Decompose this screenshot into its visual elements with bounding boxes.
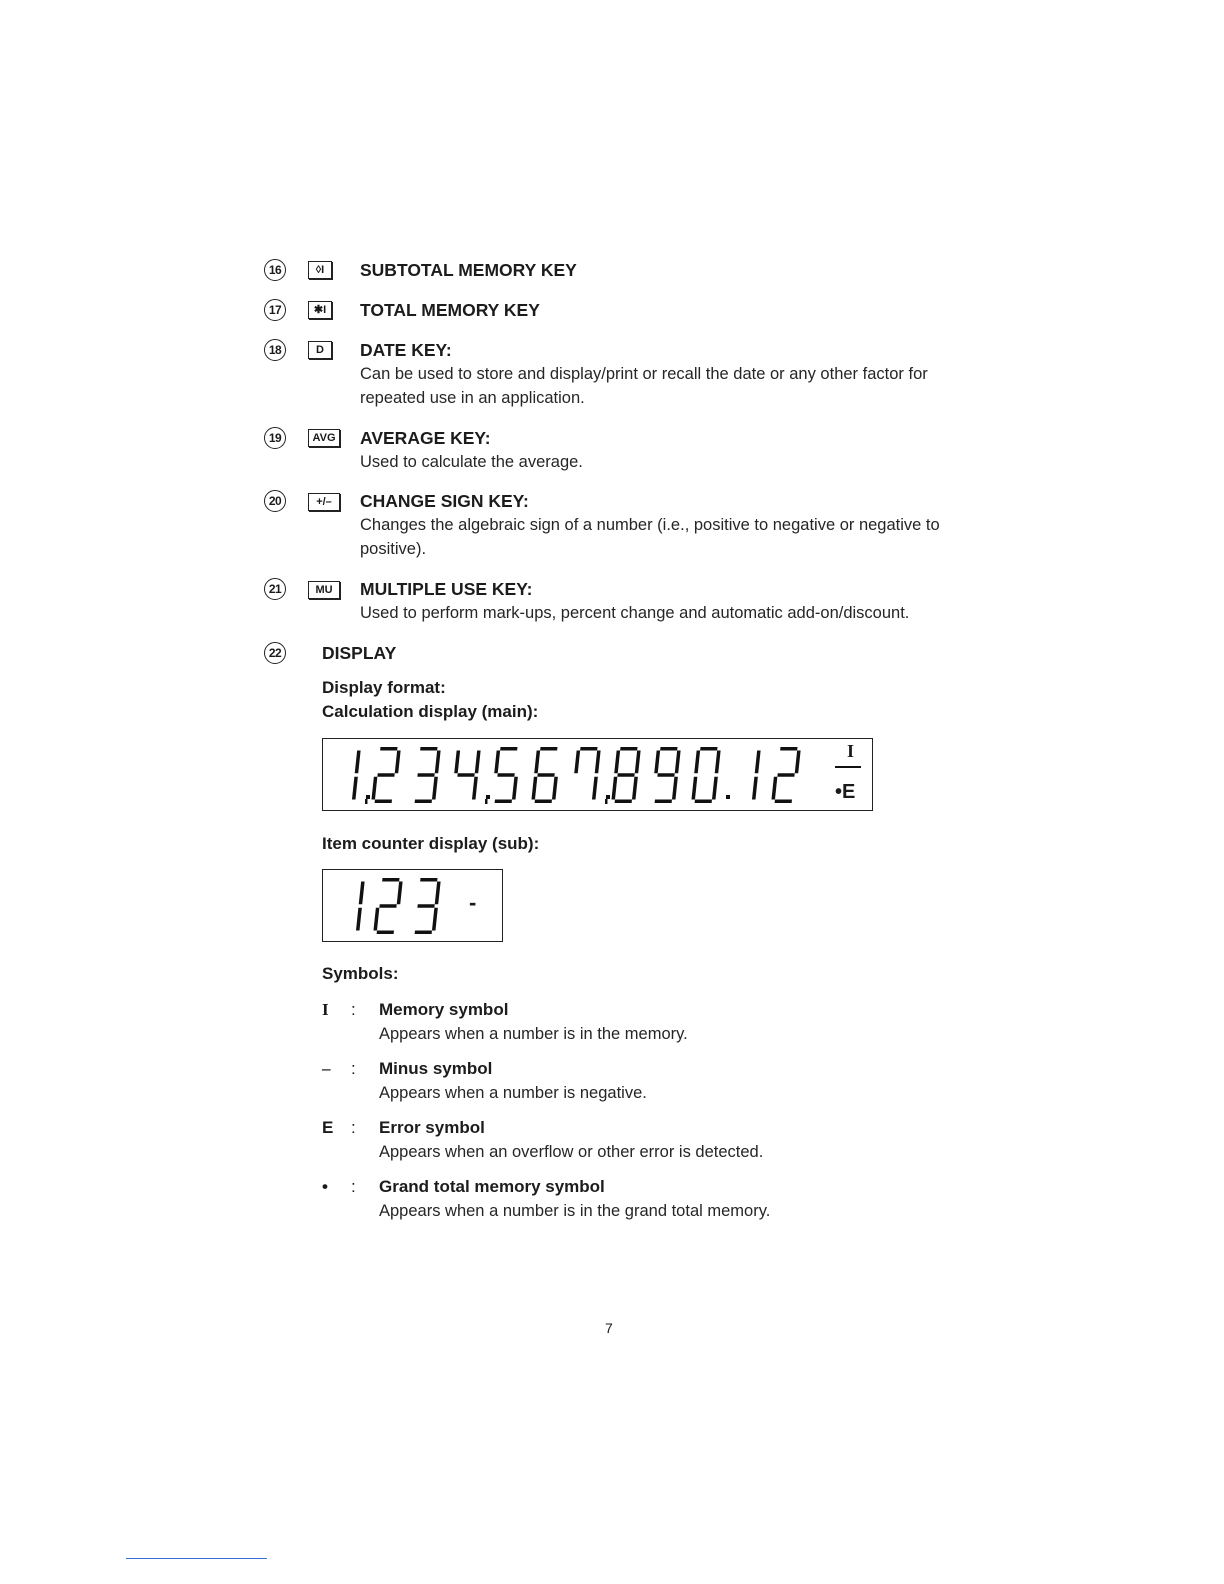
item-counter-display-label: Item counter display (sub): <box>322 834 540 853</box>
footer-rule <box>126 1558 267 1559</box>
colon: : <box>351 1177 356 1196</box>
colon: : <box>351 1059 356 1078</box>
segment-d <box>415 931 432 935</box>
segment-c <box>472 777 478 800</box>
multiple-use-key-description: Used to perform mark-ups, percent change and automatic add-on/discount. <box>360 604 910 622</box>
main-display-digit <box>451 751 480 800</box>
change-sign-key-icon: +/– <box>308 493 340 511</box>
segment-b <box>359 882 365 905</box>
segment-b <box>635 751 641 774</box>
segment-g <box>457 773 474 777</box>
main-display-digit <box>531 747 561 803</box>
segment-b <box>355 751 361 774</box>
minus-symbol-title: Minus symbol <box>379 1059 493 1078</box>
segment-d <box>377 931 394 935</box>
item-number-19: 19 <box>264 427 286 449</box>
segment-b <box>395 751 401 774</box>
segment-f <box>574 751 580 774</box>
segment-b <box>435 751 441 774</box>
error-symbol-title: Error symbol <box>379 1118 485 1137</box>
segment-f <box>494 751 500 774</box>
segment-f <box>654 751 660 774</box>
segment-a <box>420 747 437 751</box>
segment-c <box>512 777 518 800</box>
total-memory-key-icon: ✱I <box>308 301 332 319</box>
segment-b <box>397 882 403 905</box>
main-display <box>322 738 873 811</box>
segment-c <box>432 777 438 800</box>
segment-b <box>715 751 721 774</box>
main-display-separator <box>605 795 610 804</box>
segment-a <box>420 878 437 882</box>
segment-b <box>475 751 481 774</box>
segment-g <box>417 773 434 777</box>
segment-f <box>614 751 620 774</box>
item-number-20: 20 <box>264 490 286 512</box>
subtotal-memory-key-title: SUBTOTAL MEMORY KEY <box>360 260 577 280</box>
segment-d <box>655 800 672 804</box>
main-display-digit <box>571 747 601 800</box>
page-number: 7 <box>605 1320 613 1336</box>
segment-c <box>552 777 558 800</box>
segment-g <box>777 773 794 777</box>
change-sign-key-title: CHANGE SIGN KEY: <box>360 491 529 511</box>
subtotal-memory-key-icon: ◊I <box>308 261 332 279</box>
colon: : <box>351 1000 356 1019</box>
segment-f <box>694 751 700 774</box>
segment-a <box>620 747 637 751</box>
segment-d <box>615 800 632 804</box>
segment-g <box>497 773 514 777</box>
grand-total-symbol-description: Appears when a number is in the grand total memory. <box>379 1202 771 1220</box>
grand-total-symbol-title: Grand total memory symbol <box>379 1177 605 1196</box>
main-display-separator <box>365 795 370 804</box>
segment-a <box>540 747 557 751</box>
segment-a <box>780 747 797 751</box>
segment-c <box>356 908 362 931</box>
main-display-separator <box>485 795 490 804</box>
segment-d <box>775 800 792 804</box>
sub-display-digit <box>373 878 403 934</box>
item-number-16: 16 <box>264 259 286 281</box>
segment-c <box>632 777 638 800</box>
segment-d <box>375 800 392 804</box>
segment-g <box>537 773 554 777</box>
segment-c <box>752 777 758 800</box>
average-key-icon: AVG <box>308 429 340 447</box>
segment-a <box>580 747 597 751</box>
segment-b <box>675 751 681 774</box>
segment-c <box>592 777 598 800</box>
segment-g <box>379 904 396 908</box>
segment-e <box>691 777 697 800</box>
main-display-digit <box>352 751 361 800</box>
segment-d <box>415 800 432 804</box>
segment-a <box>660 747 677 751</box>
segment-a <box>500 747 517 751</box>
date-key-title: DATE KEY: <box>360 340 452 360</box>
memory-symbol-title: Memory symbol <box>379 1000 509 1019</box>
item-number-17: 17 <box>264 299 286 321</box>
display-title: DISPLAY <box>322 643 397 663</box>
segment-c <box>712 777 718 800</box>
segment-e <box>373 908 379 931</box>
segment-d <box>535 800 552 804</box>
segment-d <box>695 800 712 804</box>
segment-g <box>617 773 634 777</box>
segment-c <box>432 908 438 931</box>
multiple-use-key-title: MULTIPLE USE KEY: <box>360 579 533 599</box>
calculation-display-label: Calculation display (main): <box>322 702 539 721</box>
sub-display-digit <box>415 878 441 934</box>
segment-g <box>657 773 674 777</box>
segment-b <box>435 882 441 905</box>
multiple-use-key-icon: MU <box>308 581 340 599</box>
memory-symbol: I <box>322 1000 329 1019</box>
segment-a <box>700 747 717 751</box>
sub-display <box>322 869 503 942</box>
segment-g <box>417 904 434 908</box>
minus-symbol: – <box>322 1059 331 1078</box>
average-key-title: AVERAGE KEY: <box>360 428 491 448</box>
total-memory-key-title: TOTAL MEMORY KEY <box>360 300 540 320</box>
memory-symbol-indicator: I <box>847 741 855 761</box>
main-display-digit <box>371 747 401 803</box>
item-number-22: 22 <box>264 642 286 664</box>
error-symbol-indicator: •E <box>835 781 856 803</box>
main-display-digit <box>415 747 441 803</box>
symbols-label: Symbols: <box>322 964 399 983</box>
sub-display-digit <box>356 882 365 931</box>
error-symbol: E <box>322 1118 334 1137</box>
grand-total-symbol: • <box>322 1177 328 1196</box>
main-display-digit <box>491 747 521 803</box>
item-number-21: 21 <box>264 578 286 600</box>
segment-c <box>352 777 358 800</box>
date-key-icon: D <box>308 341 332 359</box>
sub-display-minus-symbol: - <box>469 890 477 915</box>
main-display-digits <box>323 739 872 810</box>
segment-c <box>672 777 678 800</box>
segment-b <box>755 751 761 774</box>
item-number-18: 18 <box>264 339 286 361</box>
segment-b <box>595 751 601 774</box>
minus-symbol-description: Appears when a number is negative. <box>379 1084 647 1102</box>
main-display-separator <box>726 795 730 799</box>
main-display-digit <box>752 751 761 800</box>
average-key-description: Used to calculate the average. <box>360 453 583 471</box>
segment-e <box>371 777 377 800</box>
date-key-description: Can be used to store and display/print or recall the date or any other factor for repeated use in an application. <box>360 365 928 407</box>
segment-f <box>534 751 540 774</box>
segment-g <box>377 773 394 777</box>
main-display-digit <box>611 747 641 803</box>
change-sign-key-description: Changes the algebraic sign of a number (i.e., positive to negative or negative to positive). <box>360 516 940 558</box>
segment-a <box>382 878 399 882</box>
main-display-digit <box>771 747 801 803</box>
minus-symbol-indicator <box>835 766 861 768</box>
main-display-digit <box>691 747 721 803</box>
segment-e <box>531 777 537 800</box>
error-symbol-description: Appears when an overflow or other error is detected. <box>379 1143 764 1161</box>
segment-d <box>495 800 512 804</box>
colon: : <box>351 1118 356 1137</box>
memory-symbol-description: Appears when a number is in the memory. <box>379 1025 688 1043</box>
segment-e <box>771 777 777 800</box>
main-display-digit <box>651 747 681 803</box>
segment-b <box>795 751 801 774</box>
display-format-label: Display format: <box>322 678 446 697</box>
segment-a <box>380 747 397 751</box>
segment-e <box>611 777 617 800</box>
segment-f <box>454 751 460 774</box>
